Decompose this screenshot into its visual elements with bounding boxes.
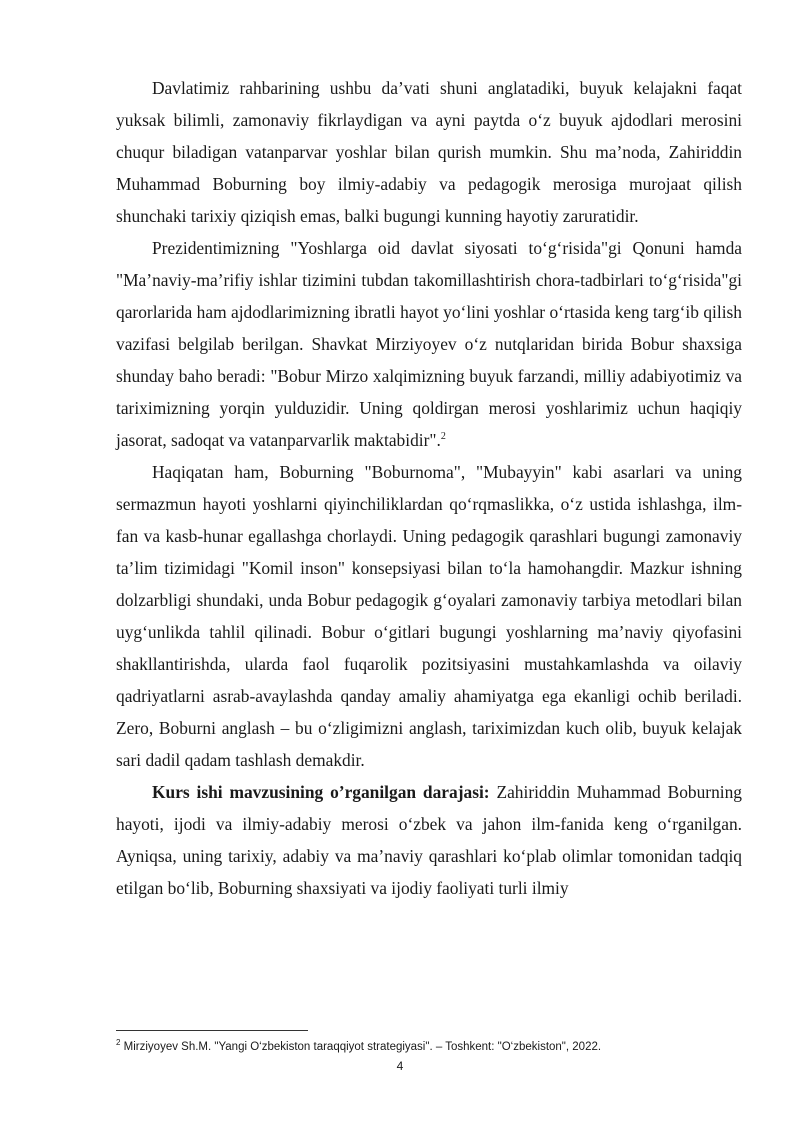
paragraph-2 [116,232,742,456]
paragraph-2-text: Prezidentimizning "Yoshlarga oid davlat siyosati to‘g‘risida"gi Qonuni hamda "Ma’naviy-ma’rifiy ishlar tizimini tubdan takomillashtirish chora-tadbirlari to‘g‘risida"gi qarorlarida ham ajdodlarimizning ibratli hayot yo‘lini yoshlar o‘rtasida keng targ‘ib qilish vazifasi belgilab berilgan. Shavkat Mirziyoyev o‘z nutqlaridan birida Bobur shaxsiga shunday baho beradi: "Bobur Mirzo xalqimizning buyuk farzandi, milliy adabiyotimiz va tariximizning yorqin yulduzidir. Uning qoldirgan merosi yoshlarimiz uchun haqiqiy jasorat, sadoqat va vatanparvarlik maktabidir". [116,238,742,450]
page-number: 4 [396,1059,404,1073]
paragraph-4-text: Zahiriddin Muhammad Boburning hayoti, ijodi va ilmiy-adabiy merosi o‘zbek va jahon ilm-fanida keng o‘rganilgan. Ayniqsa, uning tarixiy, adabiy va ma’naviy qarashlari ko‘plab olimlar tomonidan tadqiq etilgan bo‘lib, Boburning shaxsiyati va ijodiy faoliyati turli ilmiy [116,782,742,898]
paragraph-3 [116,456,742,776]
footnote [116,1040,742,1055]
footnote-separator [116,1030,308,1031]
footnote-number: 2 [116,1038,121,1048]
paragraph-3-text: Haqiqatan ham, Boburning "Boburnoma", "Mubayyin" kabi asarlari va uning sermazmun hayoti yoshlarni qiyinchiliklardan qo‘rqmaslikka, o‘z ustida ishlashga, ilm-fan va kasb-hunar egallashga chorlaydi. Uning pedagogik qarashlari bugungi zamonaviy ta’lim tizimidagi "Komil inson" konsepsiyasi bilan to‘la hamohangdir. Mazkur ishning dolzarbligi shundaki, unda Bobur pedagogik g‘oyalari zamonaviy tarbiya metodlari bilan uyg‘unlikda tahlil qilinadi. Bobur o‘gitlari bugungi yoshlarning ma’naviy qiyofasini shakllantirishda, ularda faol fuqarolik pozitsiyasini mustahkamlashda va oilaviy qadriyatlarni asrab-avaylashda qanday amaliy ahamiyatga ega ekanligi ochib beriladi. Zero, Boburni anglash – bu o‘zligimizni anglash, tariximizdan kuch olib, buyuk kelajak sari dadil qadam tashlash demakdir. [116,462,742,770]
footnote-text: Mirziyoyev Sh.M. "Yangi O‘zbekiston taraqqiyot strategiyasi". – Toshkent: "O‘zbekiston", 2022. [120,1041,602,1053]
paragraph-1-text: Davlatimiz rahbarining ushbu da’vati shuni anglatadiki, buyuk kelajakni faqat yuksak bilimli, zamonaviy fikrlaydigan va ayni paytda o‘z buyuk ajdodlari merosini chuqur biladigan vatanparvar yoshlar bilan qurish mumkin. Shu ma’noda, Zahiriddin Muhammad Boburning boy ilmiy-adabiy va pedagogik merosiga murojaat qilish shunchaki tarixiy qiziqish emas, balki bugungi kunning hayotiy zaruratidir. [116,78,742,226]
paragraph-1 [116,72,742,232]
footnote-reference[interactable]: 2 [440,431,446,443]
section-heading-inline: Kurs ishi mavzusining o’rganilgan darajasi: [152,782,490,802]
paragraph-4 [116,776,742,904]
body-text [116,72,742,904]
